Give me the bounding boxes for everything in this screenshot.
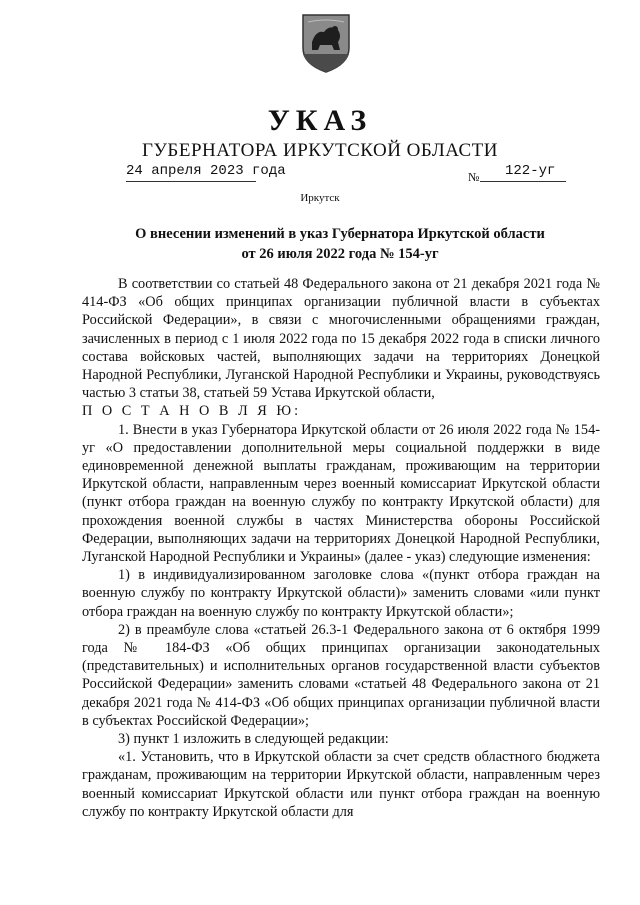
decree-date: 24 апреля 2023 года — [126, 163, 286, 179]
item-1-paragraph: 1. Внести в указ Губернатора Иркутской области от 26 июля 2022 года № 154-уг «О предоставлении дополнительной меры социальной поддержки в виде единовременной денежной выплаты гражданам, проживающим на территории Иркутской области, направленным через военный комиссариат Иркутской области (пункт отбора граждан на военную службу по контракту Иркутской области) для прохождения военной службы в частях Министерства обороны Российской Федерации, выполняющих задачи на территориях Донецкой Народной Республики, Луганской Народной Республики и Украины» (далее - указ) следующие изменения: — [82, 421, 600, 566]
document-title: УКАЗ — [267, 104, 373, 137]
document-subtitle: ГУБЕРНАТОРА ИРКУТСКОЙ ОБЛАСТИ — [142, 140, 498, 161]
decree-statement: П О С Т А Н О В Л Я Ю: — [82, 403, 302, 420]
subitem-1-paragraph: 1) в индивидуализированном заголовке слова «(пункт отбора граждан на военную службу по контракту Иркутской области)» заменить словами «или пункт отбора граждан на военную службу по контракту Иркутской области»; — [82, 567, 600, 620]
subitem-3-paragraph: 3) пункт 1 изложить в следующей редакции: — [118, 731, 389, 748]
decree-heading — [80, 224, 600, 264]
date-underline — [126, 181, 256, 182]
decree-number: 122-уг — [505, 163, 556, 179]
city-label: Иркутск — [300, 192, 340, 204]
subitem-2-paragraph: 2) в преамбуле слова «статьей 26.3-1 Федерального закона от 6 октября 1999 года № 184-ФЗ «Об общих принципах организации законодательных (представительных) и исполнительных органов государственной власти субъектов Российской Федерации» заменить словами «статьей 48 Федерального закона от 21 декабря 2021 года № 414-ФЗ «Об общих принципах организации публичной власти в субъектах Российской Федерации»; — [82, 621, 600, 729]
number-underline — [480, 181, 566, 182]
quoted-paragraph: «1. Установить, что в Иркутской области за счет средств областного бюджета гражданам, проживающим на территории Иркутской области, направленным через военный комиссариат Иркутской области или пункт отбора граждан на военную службу по контракту Иркутской области для — [82, 749, 600, 820]
coat-of-arms-emblem — [300, 12, 352, 74]
heading-line-1: О внесении изменений в указ Губернатора Иркутской области — [135, 226, 545, 242]
number-sign: № — [468, 170, 480, 184]
decree-body — [82, 275, 600, 821]
preamble-paragraph: В соответствии со статьей 48 Федерального закона от 21 декабря 2021 года № 414-ФЗ «Об общих принципах организации публичной власти в субъектах Российской Федерации», в связи с многочисленными обращениями граждан, зачисленных в период с 1 июля 2022 года по 15 декабря 2022 года в списки личного состава войсковых частей, выполняющих задачи на территориях Донецкой Народной Республики, Луганской Народной Республики и Украины, руководствуясь частью 3 статьи 38, статьей 59 Устава Иркутской области, — [82, 276, 600, 402]
heading-line-2: от 26 июля 2022 года № 154-уг — [241, 246, 439, 262]
